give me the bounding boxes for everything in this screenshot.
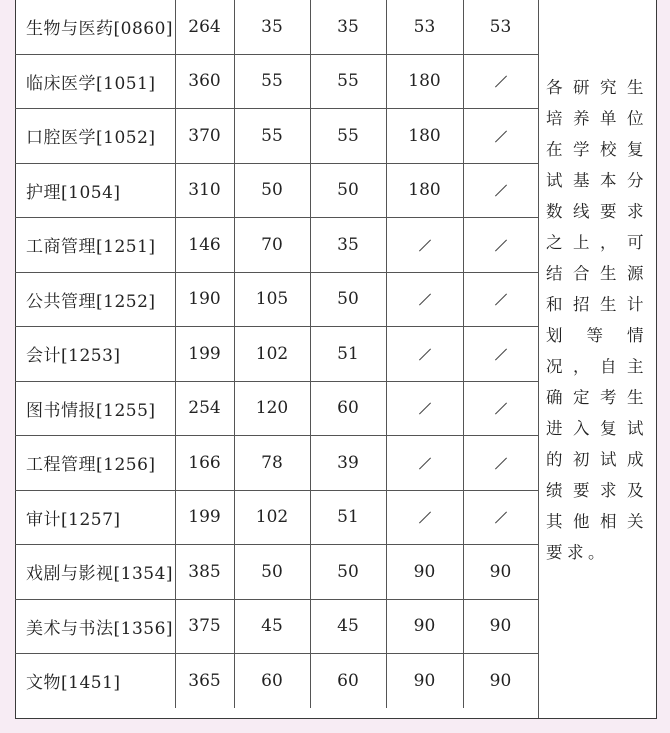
total-score-cell: 199 [175, 327, 234, 382]
total-score-cell: 166 [175, 436, 234, 491]
not-applicable-slash [418, 512, 430, 524]
note-column-divider [538, 0, 539, 718]
subject-1-score-cell: 70 [234, 218, 310, 273]
total-score-cell: 370 [175, 109, 234, 164]
subject-1-score-cell: 120 [234, 381, 310, 436]
subject-2-score-cell: 45 [310, 599, 386, 654]
subject-4-score-cell: 90 [463, 654, 538, 708]
subject-3-score-cell: 90 [386, 599, 463, 654]
major-name-cell: 临床医学[1051] [15, 54, 175, 109]
score-table [15, 0, 539, 708]
total-score-cell: 365 [175, 654, 234, 708]
total-score-cell: 190 [175, 272, 234, 327]
total-score-cell: 385 [175, 545, 234, 600]
subject-3-score-cell [386, 490, 463, 545]
table-row [15, 381, 538, 436]
table-row [15, 327, 538, 382]
subject-3-score-cell: 90 [386, 545, 463, 600]
subject-1-score-cell: 50 [234, 163, 310, 218]
subject-2-score-cell: 39 [310, 436, 386, 491]
table-row [15, 599, 538, 654]
subject-4-score-cell [463, 54, 538, 109]
not-applicable-slash [418, 403, 430, 415]
subject-3-score-cell: 90 [386, 654, 463, 708]
major-name-cell: 文物[1451] [15, 654, 175, 708]
major-name-cell: 图书情报[1255] [15, 381, 175, 436]
total-score-cell: 375 [175, 599, 234, 654]
subject-2-score-cell: 55 [310, 109, 386, 164]
subject-2-score-cell: 60 [310, 381, 386, 436]
subject-4-score-cell [463, 327, 538, 382]
subject-2-score-cell: 35 [310, 0, 386, 54]
table-row [15, 436, 538, 491]
major-name-cell: 护理[1054] [15, 163, 175, 218]
subject-3-score-cell: 53 [386, 0, 463, 54]
subject-2-score-cell: 60 [310, 654, 386, 708]
total-score-cell: 199 [175, 490, 234, 545]
major-name-cell: 公共管理[1252] [15, 272, 175, 327]
table-row [15, 272, 538, 327]
subject-4-score-cell: 90 [463, 599, 538, 654]
total-score-cell: 254 [175, 381, 234, 436]
total-score-cell: 146 [175, 218, 234, 273]
subject-2-score-cell: 50 [310, 545, 386, 600]
not-applicable-slash [418, 239, 430, 251]
subject-2-score-cell: 51 [310, 490, 386, 545]
major-name-cell: 美术与书法[1356] [15, 599, 175, 654]
subject-3-score-cell: 180 [386, 163, 463, 218]
subject-2-score-cell: 50 [310, 272, 386, 327]
subject-4-score-cell [463, 490, 538, 545]
not-applicable-slash [494, 239, 506, 251]
table-row [15, 163, 538, 218]
table-row [15, 654, 538, 708]
subject-4-score-cell [463, 436, 538, 491]
not-applicable-slash [494, 76, 506, 88]
not-applicable-slash [418, 294, 430, 306]
subject-3-score-cell [386, 381, 463, 436]
subject-4-score-cell [463, 109, 538, 164]
major-name-cell: 工商管理[1251] [15, 218, 175, 273]
subject-1-score-cell: 102 [234, 490, 310, 545]
subject-4-score-cell [463, 218, 538, 273]
not-applicable-slash [494, 457, 506, 469]
subject-3-score-cell [386, 218, 463, 273]
subject-3-score-cell: 180 [386, 54, 463, 109]
table-row [15, 545, 538, 600]
subject-1-score-cell: 50 [234, 545, 310, 600]
table-row [15, 109, 538, 164]
subject-1-score-cell: 55 [234, 54, 310, 109]
subject-2-score-cell: 55 [310, 54, 386, 109]
subject-2-score-cell: 50 [310, 163, 386, 218]
table-row [15, 490, 538, 545]
not-applicable-slash [494, 294, 506, 306]
not-applicable-slash [494, 130, 506, 142]
not-applicable-slash [418, 457, 430, 469]
not-applicable-slash [418, 348, 430, 360]
major-name-cell: 生物与医药[0860] [15, 0, 175, 54]
not-applicable-slash [494, 348, 506, 360]
subject-2-score-cell: 51 [310, 327, 386, 382]
subject-1-score-cell: 60 [234, 654, 310, 708]
total-score-cell: 310 [175, 163, 234, 218]
subject-4-score-cell: 53 [463, 0, 538, 54]
table-row [15, 54, 538, 109]
table-row [15, 0, 538, 54]
table-row [15, 218, 538, 273]
total-score-cell: 360 [175, 54, 234, 109]
major-name-cell: 会计[1253] [15, 327, 175, 382]
subject-4-score-cell: 90 [463, 545, 538, 600]
not-applicable-slash [494, 185, 506, 197]
subject-2-score-cell: 35 [310, 218, 386, 273]
note-text: 各研究生培养单位在学校复试基本分数线要求之上，可结合生源和招生计划等情况，自主确定考生进入复试的初试成绩要求及其他相关要求。 [546, 78, 648, 562]
subject-4-score-cell [463, 272, 538, 327]
subject-1-score-cell: 78 [234, 436, 310, 491]
subject-4-score-cell [463, 381, 538, 436]
major-name-cell: 审计[1257] [15, 490, 175, 545]
subject-3-score-cell: 180 [386, 109, 463, 164]
subject-3-score-cell [386, 272, 463, 327]
subject-1-score-cell: 45 [234, 599, 310, 654]
not-applicable-slash [494, 403, 506, 415]
total-score-cell: 264 [175, 0, 234, 54]
subject-1-score-cell: 102 [234, 327, 310, 382]
subject-3-score-cell [386, 327, 463, 382]
major-name-cell: 戏剧与影视[1354] [15, 545, 175, 600]
subject-3-score-cell [386, 436, 463, 491]
major-name-cell: 工程管理[1256] [15, 436, 175, 491]
major-name-cell: 口腔医学[1052] [15, 109, 175, 164]
not-applicable-slash [494, 512, 506, 524]
subject-1-score-cell: 55 [234, 109, 310, 164]
subject-4-score-cell [463, 163, 538, 218]
subject-1-score-cell: 105 [234, 272, 310, 327]
subject-1-score-cell: 35 [234, 0, 310, 54]
